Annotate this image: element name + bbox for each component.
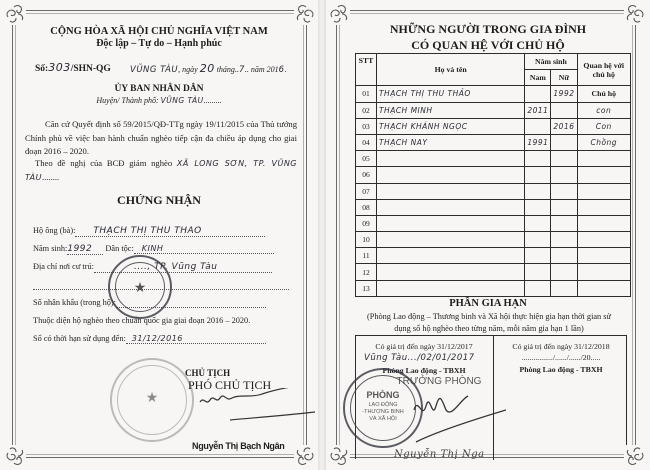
table-row <box>356 134 631 150</box>
birth-year-female <box>551 102 577 118</box>
signature-scribble <box>190 388 315 428</box>
birth-year-male <box>525 199 551 215</box>
member-relation <box>577 167 631 183</box>
corner-ornament-icon <box>328 445 350 467</box>
address-value: ...., TP. Vũng Tàu <box>133 262 218 272</box>
member-relation <box>577 183 631 199</box>
member-relation <box>577 232 631 248</box>
birth-year-male <box>525 118 551 134</box>
signature-scribble <box>406 380 506 450</box>
address-field: Địa chỉ nơi cư trú: ...., TP. Vũng Tàu <box>33 262 291 275</box>
labor-office-seal-stamp: PHÒNG LAO ĐỘNG -THƯƠNG BINH VÀ XÃ HỘI <box>343 368 423 448</box>
proposal-commune: XÃ LONG SƠN, TP. VŨNG TÀU <box>25 159 298 182</box>
col-header-stt: STT <box>356 54 377 86</box>
birth-year-female <box>551 215 577 231</box>
issue-date-line: VŨNG TÀU, ngày 20 tháng..7.. năm 2016. <box>130 62 287 75</box>
member-relation: Con <box>577 118 631 134</box>
corner-ornament-icon <box>4 3 26 25</box>
renewal-signer-name: Nguyễn Thị Nga <box>394 449 485 460</box>
birth-year-female <box>551 232 577 248</box>
row-number: 07 <box>356 183 377 199</box>
page-gutter <box>318 0 326 470</box>
validity-field: Sổ có thời hạn sử dụng đến: 31/12/2016 <box>33 334 291 347</box>
table-row <box>356 167 631 183</box>
member-name <box>376 199 524 215</box>
birth-year-female <box>551 151 577 167</box>
birth-year-male <box>525 167 551 183</box>
council-title: ỦY BAN NHÂN DÂN <box>114 84 204 94</box>
nation-title: CỘNG HÒA XÃ HỘI CHỦ NGHĨA VIỆT NAM <box>50 26 268 37</box>
household-members-page <box>326 0 650 470</box>
member-relation <box>577 248 631 264</box>
certificate-front-page <box>0 0 318 470</box>
birth-year-female: 1992 <box>551 86 577 102</box>
birth-year-female <box>551 280 577 296</box>
corner-ornament-icon <box>4 445 26 467</box>
corner-ornament-icon <box>294 3 316 25</box>
member-name: THẠCH MINH <box>376 102 524 118</box>
member-name: THẠCH KHÁNH NGỌC <box>376 118 524 134</box>
table-row <box>356 215 631 231</box>
member-name <box>376 183 524 199</box>
issue-place: VŨNG TÀU <box>130 65 179 75</box>
birth-year-male: 2011 <box>525 102 551 118</box>
table-row <box>356 248 631 264</box>
signatory-pre-title: CHỦ TỊCH <box>185 368 231 378</box>
birth-year-male <box>525 215 551 231</box>
table-row <box>356 183 631 199</box>
member-name: THẠCH THỊ THU THẢO <box>376 86 524 102</box>
member-relation <box>577 264 631 280</box>
members-title-line1: NHỮNG NGƯỜI TRONG GIA ĐÌNH <box>389 22 587 36</box>
member-relation: Chồng <box>577 134 631 150</box>
member-name <box>376 248 524 264</box>
proposal-paragraph: Theo đề nghị của BCĐ giảm nghèo XÃ LONG SƠN, TP. VŨNG TÀU........ <box>25 158 298 182</box>
star-emblem-icon: ★ <box>145 391 159 407</box>
document-number: Số:303/SHN-QG <box>35 61 111 74</box>
official-seal-stamp <box>108 255 172 319</box>
col-header-name: Họ và tên <box>376 54 524 86</box>
birth-year-male <box>525 86 551 102</box>
renewal-title: PHẦN GIA HẠN <box>449 298 527 309</box>
row-number: 10 <box>356 232 377 248</box>
renewal-note: (Phòng Lao động – Thương binh và Xã hội thực hiện gia hạn thời gian sử dụng sổ hộ nghèo theo từng năm, mỗi năm gia hạn 1 lần) <box>366 312 612 333</box>
document-number-value: 303 <box>48 61 71 74</box>
validity-value: 31/12/2016 <box>131 334 183 343</box>
row-number: 03 <box>356 118 377 134</box>
ethnic-value: KINH <box>141 244 164 253</box>
renewal-role: TRƯỞNG PHÒNG <box>396 376 482 387</box>
member-name <box>376 280 524 296</box>
renewal-valid-until: Có giá trị đến ngày 31/12/2017 <box>375 342 473 351</box>
row-number: 09 <box>356 215 377 231</box>
renewal-place-date-blank: ................/....../....../20..... <box>521 353 601 362</box>
birth-year-male <box>525 248 551 264</box>
table-row <box>356 118 631 134</box>
row-number: 13 <box>356 280 377 296</box>
birth-year-male <box>525 264 551 280</box>
member-name <box>376 264 524 280</box>
table-row <box>356 280 631 296</box>
table-row <box>356 86 631 102</box>
row-number: 05 <box>356 151 377 167</box>
row-number: 08 <box>356 199 377 215</box>
col-header-male: Nam <box>525 70 551 86</box>
birth-year-male: 1991 <box>525 134 551 150</box>
renewal-place-date: Vũng Tàu.../02/01/2017 <box>364 353 475 363</box>
official-seal-stamp-faded <box>110 358 194 442</box>
corner-ornament-icon <box>328 3 350 25</box>
row-number: 04 <box>356 134 377 150</box>
poverty-category-text: Thuộc diện hộ nghèo theo chuẩn quốc gia giai đoạn 2016 – 2020. <box>33 316 251 325</box>
birth-year-female: 2016 <box>551 118 577 134</box>
col-header-relation: Quan hệ với chủ hộ <box>577 54 631 86</box>
col-header-female: Nữ <box>551 70 577 86</box>
table-row <box>356 151 631 167</box>
household-head-value: THẠCH THỊ THU THẢO <box>93 226 202 236</box>
row-number: 02 <box>356 102 377 118</box>
signatory-name: Nguyễn Thị Bạch Ngân <box>192 441 285 451</box>
birth-year-female <box>551 199 577 215</box>
district-line: Huyện/ Thành phố: VŨNG TÀU......... <box>96 96 222 105</box>
birth-ethnic-field: Năm sinh:1992 Dân tộc: KINH <box>33 244 291 257</box>
row-number: 11 <box>356 248 377 264</box>
birth-year-female <box>551 264 577 280</box>
member-name: THẠCH NAY <box>376 134 524 150</box>
star-emblem-icon: ★ <box>133 280 147 296</box>
member-relation <box>577 151 631 167</box>
birth-year-male <box>525 232 551 248</box>
issue-day: 20 <box>199 62 215 75</box>
household-size-field: Số nhân khẩu (trong hộ): <box>33 298 291 311</box>
row-number: 01 <box>356 86 377 102</box>
district-value: VŨNG TÀU <box>160 96 204 105</box>
birth-year-male <box>525 280 551 296</box>
member-name <box>376 215 524 231</box>
table-row <box>356 232 631 248</box>
renewal-office: Phòng Lao động - TBXH <box>519 365 603 374</box>
renewal-valid-until: Có giá trị đến ngày 31/12/2018 <box>512 342 610 351</box>
row-number: 12 <box>356 264 377 280</box>
renewal-office: Phòng Lao động - TBXH <box>382 366 466 375</box>
member-relation: con <box>577 102 631 118</box>
birth-year-female <box>551 134 577 150</box>
corner-ornament-icon <box>624 3 646 25</box>
member-relation: Chủ hộ <box>577 86 631 102</box>
row-number: 06 <box>356 167 377 183</box>
national-motto: Độc lập – Tự do – Hạnh phúc <box>96 38 222 49</box>
birth-year-female <box>551 248 577 264</box>
birth-year-value: 1992 <box>67 244 93 254</box>
table-row <box>356 199 631 215</box>
corner-ornament-icon <box>294 445 316 467</box>
legal-basis-paragraph: Căn cứ Quyết định số 59/2015/QĐ-TTg ngày 19/11/2015 của Thủ tướng Chính phủ về việc ban hành chuẩn nghèo tiếp cận đa chiều áp dụng cho giai đoạn 2016 – 2020. <box>25 119 297 156</box>
member-relation <box>577 215 631 231</box>
household-head-field: Hộ ông (bà): THẠCH THỊ THU THẢO <box>33 226 291 239</box>
corner-ornament-icon <box>624 445 646 467</box>
table-row <box>356 102 631 118</box>
members-title-line2: CÓ QUAN HỆ VỚI CHỦ HỘ <box>411 38 565 52</box>
birth-year-female <box>551 183 577 199</box>
birth-year-male <box>525 183 551 199</box>
member-name <box>376 232 524 248</box>
birth-year-female <box>551 167 577 183</box>
birth-year-male <box>525 151 551 167</box>
col-header-birth-year: Năm sinh <box>525 54 577 70</box>
member-relation <box>577 280 631 296</box>
signatory-title: PHÓ CHỦ TỊCH <box>188 378 272 392</box>
renewal-2018-column <box>493 336 629 374</box>
issue-year-suffix: 6 <box>278 65 285 75</box>
certify-title: CHỨNG NHẬN <box>117 193 201 207</box>
member-relation <box>577 199 631 215</box>
member-name <box>376 151 524 167</box>
household-members-table <box>355 53 631 297</box>
issue-month: 7 <box>238 65 245 75</box>
member-name <box>376 167 524 183</box>
table-row <box>356 264 631 280</box>
